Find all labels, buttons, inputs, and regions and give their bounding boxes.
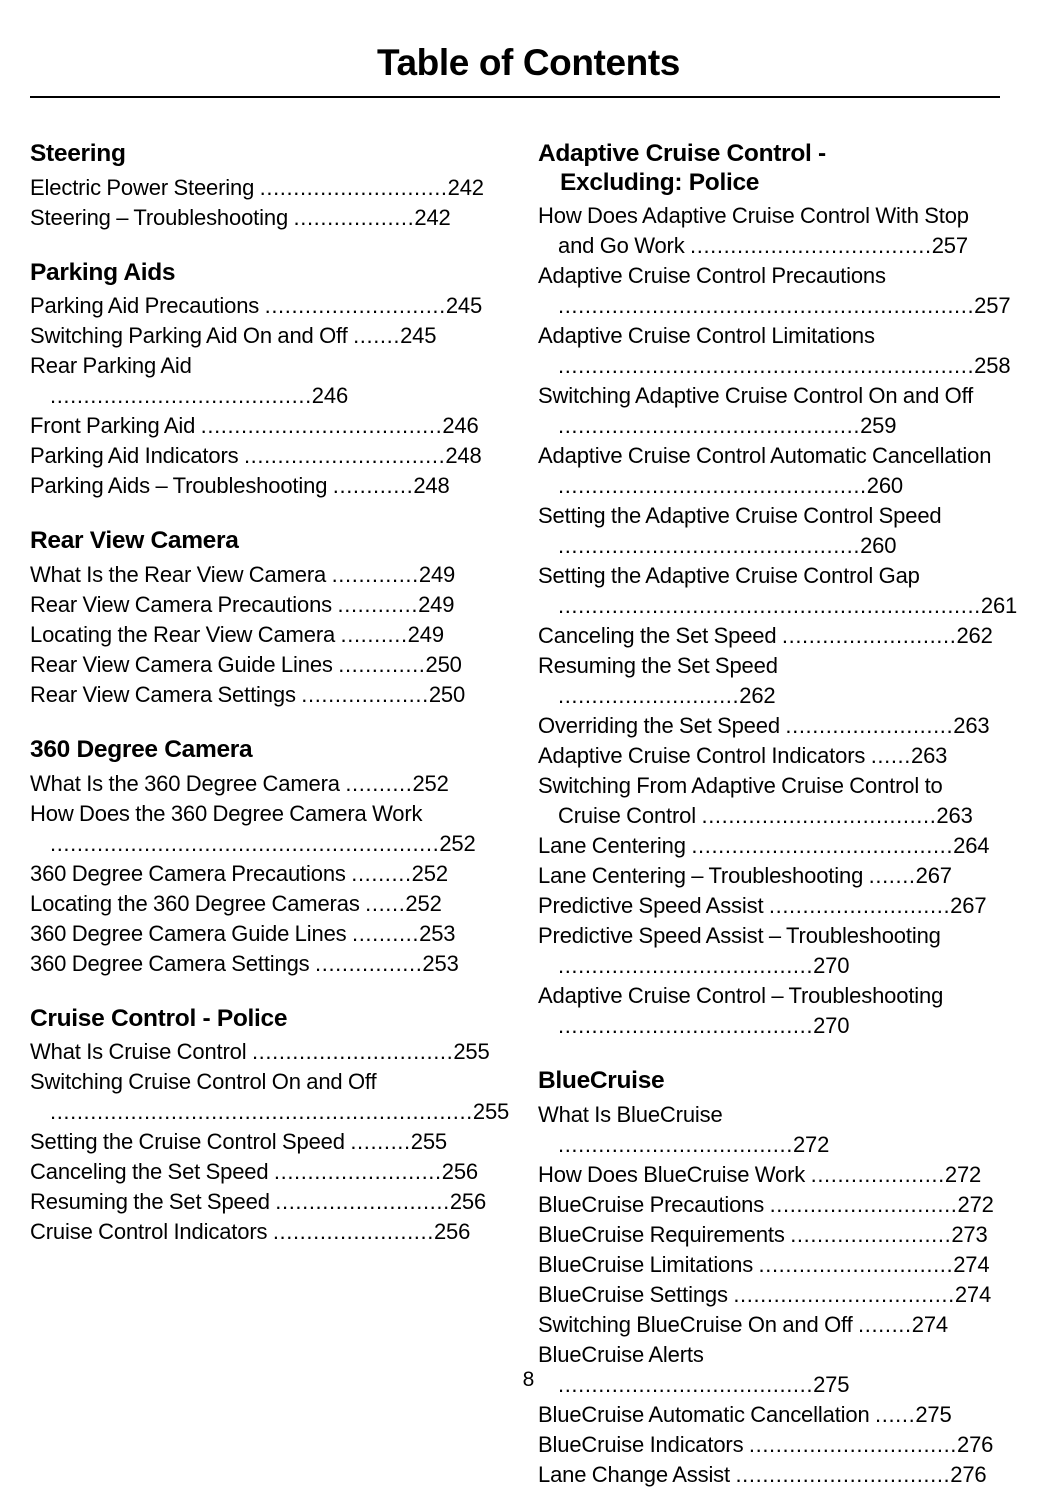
toc-page-number: 249	[418, 561, 456, 587]
toc-leader-dots: ............................	[769, 1191, 958, 1217]
toc-entry-title: Adaptive Cruise Control Automatic Cancellation	[538, 443, 992, 469]
toc-entry[interactable]	[30, 1157, 490, 1187]
toc-leader-dots: .........	[350, 1129, 411, 1155]
toc-leader-dots: ......	[870, 743, 911, 769]
toc-entry[interactable]	[30, 650, 490, 680]
toc-entry[interactable]	[538, 741, 998, 771]
toc-page-number: 270	[813, 953, 850, 979]
toc-entry-title: BlueCruise Limitations	[538, 1251, 754, 1277]
toc-entry[interactable]	[30, 799, 490, 859]
toc-entry-title: Lane Change Assist	[538, 1461, 730, 1487]
toc-entry[interactable]	[30, 1187, 490, 1217]
toc-page-number: 252	[439, 830, 476, 856]
toc-leader-dots: ...................................	[558, 1131, 793, 1157]
toc-entry-title: Resuming the Set Speed	[30, 1189, 270, 1215]
toc-entry-title: Rear View Camera Precautions	[30, 591, 333, 617]
toc-entry[interactable]	[30, 1217, 490, 1247]
header-divider	[30, 96, 1000, 98]
toc-section	[30, 736, 490, 979]
toc-leader-dots: ...................	[301, 681, 429, 707]
toc-leader-dots: ....................................	[690, 233, 932, 259]
toc-leader-dots: ..............................	[251, 1039, 454, 1065]
toc-leader-dots: .......	[868, 863, 916, 889]
toc-entry[interactable]	[538, 501, 998, 561]
toc-entry-title: Switching Parking Aid On and Off	[30, 323, 348, 349]
toc-entry-title: Rear View Camera Guide Lines	[30, 651, 333, 677]
toc-entry-title: 360 Degree Camera Settings	[30, 950, 310, 976]
toc-entry-title: Electric Power Steering	[30, 174, 255, 200]
toc-page-number: 249	[418, 591, 455, 617]
toc-entry-title: Setting the Adaptive Cruise Control Gap	[538, 563, 920, 589]
toc-page-number: 256	[449, 1189, 487, 1215]
toc-leader-dots: ..............................................................	[558, 353, 975, 379]
right-column	[538, 140, 1018, 1490]
toc-section	[30, 527, 490, 710]
toc-page-number: 257	[974, 293, 1011, 319]
toc-entry[interactable]	[30, 859, 490, 889]
toc-entry[interactable]	[30, 590, 490, 620]
toc-leader-dots: .............	[331, 561, 419, 587]
toc-entry[interactable]	[30, 1067, 510, 1127]
toc-page-number: 262	[739, 683, 776, 709]
section-heading: Parking Aids	[30, 258, 176, 286]
toc-leader-dots: .............................................	[558, 533, 861, 559]
toc-entry-title: Canceling the Set Speed	[30, 1159, 269, 1185]
toc-entry-title: 360 Degree Camera Guide Lines	[30, 920, 347, 946]
toc-entry-title: Parking Aid Precautions	[30, 293, 260, 319]
toc-leader-dots: .........................	[273, 1159, 442, 1185]
section-heading: 360 Degree Camera	[30, 735, 253, 763]
toc-entry[interactable]	[538, 381, 998, 441]
toc-page-number: 252	[412, 770, 449, 796]
section-heading-line-2: Excluding: Police	[560, 168, 760, 196]
toc-page-number: 255	[410, 1129, 447, 1155]
toc-page-number: 272	[957, 1191, 994, 1217]
toc-entry-title: Lane Centering	[538, 833, 686, 859]
toc-leader-dots: ..........	[345, 770, 413, 796]
toc-entry[interactable]	[538, 891, 998, 921]
toc-page-number: 249	[407, 621, 444, 647]
toc-entry-title: Switching Cruise Control On and Off	[30, 1069, 377, 1095]
toc-leader-dots: ................................	[735, 1461, 951, 1487]
toc-page-number: 261	[980, 593, 1018, 619]
toc-section	[538, 1067, 998, 1490]
toc-page-number: 263	[936, 803, 973, 829]
toc-entry[interactable]	[538, 771, 998, 831]
toc-entry-title: Adaptive Cruise Control Indicators	[538, 743, 866, 769]
toc-leader-dots: ......................................	[558, 1371, 814, 1397]
toc-leader-dots: ..............................................	[558, 473, 867, 499]
toc-entry-title: Lane Centering – Troubleshooting	[538, 863, 864, 889]
toc-leader-dots: .............	[338, 651, 426, 677]
toc-entry[interactable]	[30, 769, 490, 799]
section-heading	[538, 140, 998, 197]
toc-page-number: 255	[472, 1099, 510, 1125]
toc-page-number: 274	[953, 1251, 990, 1277]
toc-leader-dots: ........................	[790, 1221, 952, 1247]
toc-entry[interactable]	[30, 321, 490, 351]
section-heading: Rear View Camera	[30, 527, 239, 555]
toc-entry-title: Adaptive Cruise Control Precautions	[538, 263, 886, 289]
toc-entry-title: Locating the 360 Degree Cameras	[30, 890, 360, 916]
toc-entry[interactable]	[30, 411, 490, 441]
toc-entry-title: Locating the Rear View Camera	[30, 621, 336, 647]
toc-entry[interactable]	[538, 1310, 998, 1340]
toc-leader-dots: .......................................	[691, 833, 954, 859]
toc-leader-dots: .........................	[785, 713, 954, 739]
section-heading-line-1: Adaptive Cruise Control -	[538, 140, 826, 167]
toc-leader-dots: .........	[351, 860, 412, 886]
toc-entry-title: BlueCruise Indicators	[538, 1431, 744, 1457]
section-heading: BlueCruise	[538, 1067, 665, 1095]
toc-entry[interactable]	[538, 831, 998, 861]
toc-leader-dots: ..............................................................	[558, 293, 975, 319]
toc-entry-title: Predictive Speed Assist – Troubleshooting	[538, 923, 941, 949]
toc-entry-title: Adaptive Cruise Control – Troubleshooting	[538, 983, 944, 1009]
toc-entry[interactable]	[30, 1037, 490, 1067]
toc-entry[interactable]	[538, 1430, 998, 1460]
toc-entry[interactable]	[30, 949, 490, 979]
toc-entry[interactable]	[30, 620, 490, 650]
toc-entry-title: BlueCruise Settings	[538, 1281, 728, 1307]
toc-page-number: 275	[915, 1401, 952, 1427]
toc-page-number: 252	[411, 860, 448, 886]
toc-leader-dots: ............	[337, 591, 419, 617]
toc-entry[interactable]	[538, 921, 998, 981]
toc-entry-title: What Is the Rear View Camera	[30, 561, 327, 587]
toc-leader-dots: ..........	[351, 920, 420, 946]
toc-page-number: 252	[405, 890, 442, 916]
toc-leader-dots: ..............................	[243, 443, 446, 469]
toc-entry-title: BlueCruise Precautions	[538, 1191, 765, 1217]
toc-entry-title: Setting the Cruise Control Speed	[30, 1129, 345, 1155]
toc-entry[interactable]	[538, 1400, 998, 1430]
toc-leader-dots: ......	[365, 890, 406, 916]
toc-leader-dots: ...............................................................	[558, 593, 981, 619]
toc-entry[interactable]	[538, 441, 998, 501]
toc-entry-title: Front Parking Aid	[30, 413, 196, 439]
toc-leader-dots: ................	[315, 950, 423, 976]
toc-leader-dots: ........	[858, 1311, 912, 1337]
toc-entry-title: 360 Degree Camera Precautions	[30, 860, 346, 886]
toc-leader-dots: ........................	[272, 1219, 434, 1245]
toc-leader-dots: ....................	[810, 1161, 945, 1187]
toc-entry-title: BlueCruise Automatic Cancellation	[538, 1401, 870, 1427]
toc-leader-dots: .............................	[758, 1251, 954, 1277]
toc-entry[interactable]	[538, 561, 1018, 621]
toc-entry-title: What Is BlueCruise	[538, 1101, 723, 1127]
toc-leader-dots: ............................	[259, 174, 448, 200]
toc-entry-title: Parking Aids – Troubleshooting	[30, 473, 328, 499]
toc-entry-title: Predictive Speed Assist	[538, 893, 764, 919]
toc-leader-dots: ............	[332, 473, 414, 499]
toc-entry-title: Switching From Adaptive Cruise Control to Cruise Control	[538, 773, 943, 829]
toc-entry-title: What Is the 360 Degree Camera	[30, 770, 340, 796]
toc-entry[interactable]	[30, 919, 490, 949]
toc-page-number: 258	[974, 353, 1011, 379]
toc-leader-dots: ..................	[293, 204, 415, 230]
toc-section	[30, 1004, 510, 1248]
toc-leader-dots: ...............................................................	[50, 1099, 473, 1125]
toc-leader-dots: .......................................	[50, 383, 312, 409]
toc-entry[interactable]	[538, 1100, 998, 1160]
toc-page-number: 255	[453, 1039, 490, 1065]
toc-page-number: 260	[860, 533, 897, 559]
toc-leader-dots: ....................................	[200, 413, 443, 439]
toc-entry[interactable]	[30, 471, 490, 501]
toc-entry[interactable]	[538, 651, 998, 711]
toc-leader-dots: .......	[353, 323, 401, 349]
toc-entry[interactable]	[30, 889, 490, 919]
toc-page-number: 276	[950, 1461, 987, 1487]
toc-section	[538, 140, 1018, 1041]
toc-entry[interactable]	[30, 203, 490, 233]
toc-entry[interactable]	[30, 560, 490, 590]
toc-entry[interactable]	[538, 1220, 998, 1250]
toc-page-number: 274	[911, 1311, 948, 1337]
toc-entry-title: Steering – Troubleshooting	[30, 204, 289, 230]
toc-entry-title: Switching Adaptive Cruise Control On and Off	[538, 383, 974, 409]
toc-leader-dots: ......	[875, 1401, 916, 1427]
toc-page-number: 259	[860, 413, 897, 439]
toc-leader-dots: ...................................	[701, 803, 937, 829]
toc-page-number: 276	[957, 1431, 994, 1457]
toc-page-number: 272	[944, 1161, 982, 1187]
toc-entry[interactable]	[538, 861, 998, 891]
toc-entry[interactable]	[538, 1460, 998, 1490]
toc-entry[interactable]	[30, 441, 490, 471]
footer-page-number: 8	[522, 1368, 535, 1391]
toc-entry[interactable]	[30, 1127, 490, 1157]
toc-entry-title: Rear View Camera Settings	[30, 681, 296, 707]
toc-entry[interactable]	[538, 321, 1011, 381]
toc-leader-dots: ..........................	[275, 1189, 450, 1215]
toc-page-number: 253	[419, 920, 456, 946]
toc-entry[interactable]	[30, 351, 490, 411]
page-title: Table of Contents	[377, 42, 680, 83]
toc-leader-dots: ..........................	[781, 623, 957, 649]
toc-page-number: 263	[910, 743, 948, 769]
toc-page-number: 262	[956, 623, 993, 649]
toc-section	[30, 259, 490, 502]
toc-entry-title: Switching BlueCruise On and Off	[538, 1311, 853, 1337]
toc-page-number: 260	[866, 473, 904, 499]
toc-entry-title: Cruise Control Indicators	[30, 1219, 268, 1245]
toc-page-number: 246	[311, 383, 349, 409]
toc-page-number: 242	[414, 204, 451, 230]
toc-leader-dots: ...............................	[748, 1431, 958, 1457]
toc-page-number: 246	[442, 413, 479, 439]
toc-entry[interactable]	[30, 680, 490, 710]
toc-entry[interactable]	[538, 261, 1011, 321]
toc-entry-title: What Is Cruise Control	[30, 1039, 247, 1065]
toc-page-number: 267	[915, 863, 952, 889]
toc-entry[interactable]	[30, 291, 490, 321]
toc-entry-title: Parking Aid Indicators	[30, 443, 239, 469]
toc-leader-dots: ...........................	[264, 293, 446, 319]
toc-page-number: 256	[441, 1159, 478, 1185]
toc-page-number: 245	[445, 293, 483, 319]
section-heading: Cruise Control - Police	[30, 1004, 288, 1032]
toc-page-number: 245	[400, 323, 437, 349]
toc-page-number: 250	[428, 681, 466, 707]
toc-page-number: 263	[953, 713, 990, 739]
toc-entry[interactable]	[538, 621, 998, 651]
toc-page-number: 264	[953, 833, 990, 859]
toc-leader-dots: ......................................	[558, 953, 814, 979]
toc-entry-title: BlueCruise Alerts	[538, 1341, 704, 1367]
toc-leader-dots: ...........................	[558, 683, 740, 709]
toc-page-number: 256	[433, 1219, 471, 1245]
section-heading: Steering	[30, 140, 126, 167]
toc-entry[interactable]	[538, 1190, 998, 1220]
toc-page-number: 253	[422, 950, 459, 976]
toc-entry[interactable]	[538, 1280, 998, 1310]
toc-leader-dots: ..........	[340, 621, 408, 647]
toc-page-number: 273	[951, 1221, 988, 1247]
toc-entry-title: How Does BlueCruise Work	[538, 1161, 806, 1187]
toc-entry-title: How Does Adaptive Cruise Control With Stop and Go Work	[538, 203, 969, 259]
toc-entry-title: Canceling the Set Speed	[538, 623, 777, 649]
left-column	[30, 140, 510, 1490]
toc-page-number: 275	[813, 1371, 850, 1397]
toc-leader-dots: ..........................................................	[50, 830, 440, 856]
toc-columns	[0, 140, 1057, 1490]
toc-entry-title: Rear Parking Aid	[30, 353, 192, 379]
toc-entry-title: Overriding the Set Speed	[538, 713, 780, 739]
toc-section	[30, 140, 490, 233]
toc-page-number: 250	[425, 651, 462, 677]
toc-entry[interactable]	[538, 1160, 998, 1190]
toc-page-number: 267	[950, 893, 987, 919]
toc-leader-dots: .............................................	[558, 413, 861, 439]
toc-page-number: 274	[954, 1281, 992, 1307]
toc-entry-title: How Does the 360 Degree Camera Work	[30, 800, 423, 826]
toc-entry-title: Resuming the Set Speed	[538, 653, 778, 679]
toc-page-number: 270	[813, 1013, 850, 1039]
toc-entry[interactable]	[538, 711, 998, 741]
toc-entry-title: BlueCruise Requirements	[538, 1221, 785, 1247]
toc-entry[interactable]	[30, 173, 490, 203]
toc-entry[interactable]	[538, 201, 998, 261]
toc-entry[interactable]	[538, 981, 998, 1041]
toc-leader-dots: ...........................	[768, 893, 951, 919]
toc-entry-title: Setting the Adaptive Cruise Control Speed	[538, 503, 942, 529]
toc-leader-dots: .................................	[733, 1281, 955, 1307]
toc-leader-dots: ......................................	[558, 1013, 814, 1039]
toc-page-number: 248	[413, 473, 450, 499]
toc-page-number: 242	[447, 174, 484, 200]
toc-page-number: 272	[792, 1131, 830, 1157]
toc-entry-title: Adaptive Cruise Control Limitations	[538, 323, 875, 349]
toc-entry[interactable]	[538, 1250, 998, 1280]
toc-page-number: 257	[931, 233, 968, 259]
toc-page-number: 248	[445, 443, 482, 469]
